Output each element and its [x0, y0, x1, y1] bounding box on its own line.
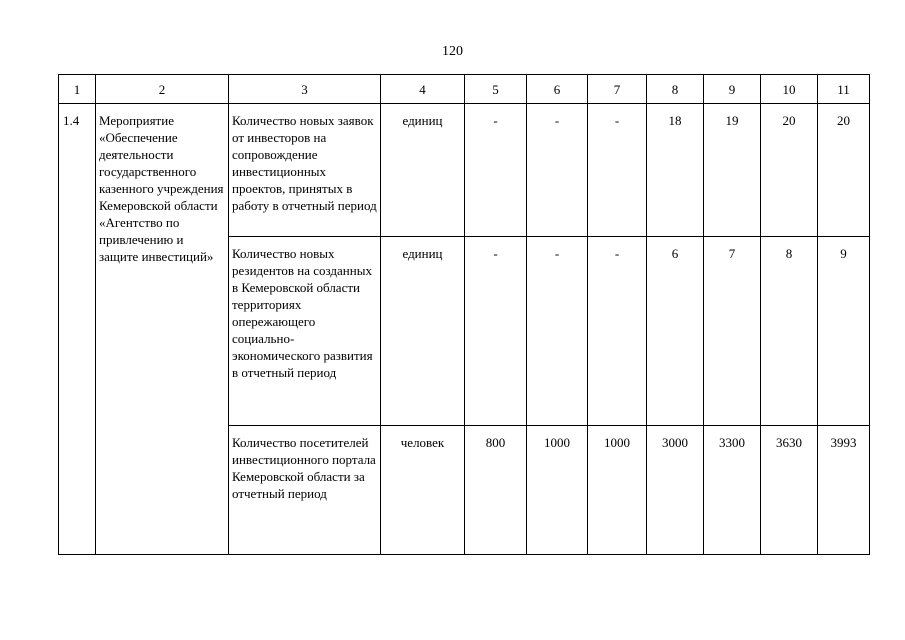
item-number: 1.4	[59, 104, 96, 555]
column-header: 3	[229, 75, 381, 104]
value-cell: -	[588, 237, 647, 426]
unit-cell: человек	[381, 426, 465, 555]
indicators-table	[58, 74, 870, 555]
indicator-name: Количество посетителей инвестиционного портала Кемеровской области за отчетный период	[229, 426, 381, 555]
indicator-name: Количество новых заявок от инвесторов на сопровождение инвестиционных проектов, принятых в работу в отчетный период	[229, 104, 381, 237]
column-header: 1	[59, 75, 96, 104]
value-cell: 9	[818, 237, 870, 426]
value-cell: -	[527, 237, 588, 426]
unit-cell: единиц	[381, 104, 465, 237]
column-header: 11	[818, 75, 870, 104]
value-cell: 20	[818, 104, 870, 237]
value-cell: 1000	[588, 426, 647, 555]
unit-cell: единиц	[381, 237, 465, 426]
page-number: 120	[442, 44, 463, 59]
column-header: 4	[381, 75, 465, 104]
value-cell: 3300	[704, 426, 761, 555]
table-row	[59, 104, 870, 237]
column-header: 2	[96, 75, 229, 104]
value-cell: 8	[761, 237, 818, 426]
value-cell: -	[527, 104, 588, 237]
value-cell: -	[588, 104, 647, 237]
value-cell: 19	[704, 104, 761, 237]
column-header: 10	[761, 75, 818, 104]
indicator-name: Количество новых резидентов на созданных в Кемеровской области территориях опережающего социально-экономического развития в отчетный период	[229, 237, 381, 426]
value-cell: 3000	[647, 426, 704, 555]
column-header: 9	[704, 75, 761, 104]
column-header: 7	[588, 75, 647, 104]
value-cell: 6	[647, 237, 704, 426]
value-cell: 18	[647, 104, 704, 237]
value-cell: 1000	[527, 426, 588, 555]
value-cell: 7	[704, 237, 761, 426]
value-cell: 3630	[761, 426, 818, 555]
column-header: 8	[647, 75, 704, 104]
column-header: 5	[465, 75, 527, 104]
value-cell: 20	[761, 104, 818, 237]
value-cell: 3993	[818, 426, 870, 555]
value-cell: -	[465, 104, 527, 237]
activity-name: Мероприятие «Обеспечение деятельности государственного казенного учреждения Кемеровской области «Агентство по привлечению и защите инвестиций»	[96, 104, 229, 555]
value-cell: -	[465, 237, 527, 426]
table-header-row	[59, 75, 870, 104]
value-cell: 800	[465, 426, 527, 555]
column-header: 6	[527, 75, 588, 104]
